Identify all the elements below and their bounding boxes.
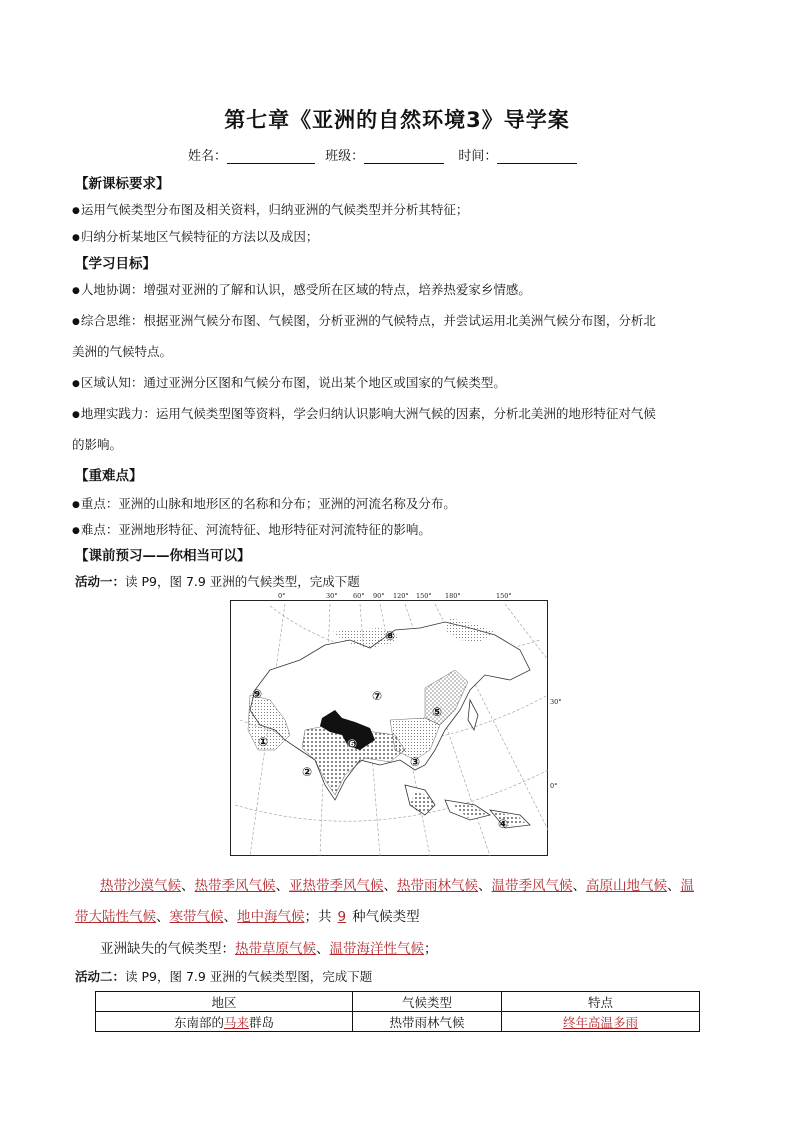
climate-answers-line-2: 带大陆性气候、寒带气候、地中海气候；共 9 种气候类型	[75, 909, 420, 925]
name-label: 姓名：	[188, 149, 228, 164]
lon-label-90: 90°	[373, 592, 385, 600]
cell-region: 东南部的马来群岛	[96, 1012, 353, 1032]
marker-1: ①	[258, 735, 269, 749]
goal-line-3: ●区域认知：通过亚洲分区图和气候分布图，说出某个地区或国家的气候类型。	[72, 375, 506, 390]
key-line-2: ●难点：亚洲地形特征、河流特征、地形特征对河流特征的影响。	[72, 522, 431, 537]
header-region: 地区	[96, 992, 353, 1012]
cell-climate: 热带雨林气候	[353, 1012, 502, 1032]
climate-table	[95, 991, 700, 1032]
time-blank[interactable]	[497, 149, 577, 164]
standard-line-2: ●归纳分析某地区气候特征的方法以及成因；	[72, 229, 319, 244]
time-label: 时间：	[458, 149, 498, 164]
section-heading-goals: 【学习目标】	[75, 256, 156, 272]
climate-answers-line-1: 热带沙漠气候、热带季风气候、亚热带季风气候、热带雨林气候、温带季风气候、高原山地气候、温	[100, 878, 694, 894]
goal-line-1: ●人地协调：增强对亚洲的了解和认识，感受所在区域的特点，培养热爱家乡情感。	[72, 282, 531, 297]
lon-label-150: 150°	[416, 592, 432, 600]
marker-9: ⑨	[252, 687, 263, 701]
marker-4: ④	[498, 817, 509, 831]
standard-line-1: ●运用气候类型分布图及相关资料，归纳亚洲的气候类型并分析其特征；	[72, 202, 469, 217]
missing-climates-line: 亚洲缺失的气候类型：热带草原气候、温带海洋性气候；	[100, 941, 438, 957]
marker-5: ⑤	[432, 705, 443, 719]
lon-label-150w: 150°	[496, 592, 512, 600]
lon-label-60: 60°	[353, 592, 365, 600]
activity-2: 活动二：读 P9，图 7.9 亚洲的气候类型图，完成下题	[75, 969, 373, 984]
marker-6: ⑥	[347, 737, 358, 751]
section-heading-key: 【重难点】	[75, 468, 143, 484]
lon-label-120: 120°	[393, 592, 409, 600]
marker-2: ②	[302, 765, 313, 779]
lat-label-30: 30°	[550, 698, 562, 706]
class-label: 班级：	[325, 149, 365, 164]
student-info-line	[188, 145, 577, 164]
page-title: 第七章《亚洲的自然环境3》导学案	[224, 108, 570, 132]
goal-line-2-cont: 美洲的气候特点。	[72, 344, 173, 359]
marker-3: ③	[410, 755, 421, 769]
marker-7: ⑦	[372, 689, 383, 703]
header-feature: 特点	[502, 992, 700, 1012]
section-heading-standard: 【新课标要求】	[75, 176, 170, 192]
goal-line-4-cont: 的影响。	[72, 437, 123, 452]
class-blank[interactable]	[364, 149, 444, 164]
name-blank[interactable]	[227, 149, 315, 164]
asia-climate-map	[230, 592, 562, 856]
climate-total: 9	[337, 909, 347, 925]
key-line-1: ●重点：亚洲的山脉和地形区的名称和分布；亚洲的河流名称及分布。	[72, 496, 456, 511]
lat-label-0: 0°	[550, 782, 558, 790]
lon-label-0: 0°	[278, 592, 286, 600]
lon-label-30: 30°	[326, 592, 338, 600]
table-row	[96, 1012, 700, 1032]
goal-line-2: ●综合思维：根据亚洲气候分布图、气候图，分析亚洲的气候特点，并尝试运用北美洲气候分布图，分析北	[72, 313, 656, 328]
cell-feature: 终年高温多雨	[502, 1012, 700, 1032]
section-heading-preview: 【课前预习——你相当可以】	[75, 548, 251, 564]
activity-1: 活动一：读 P9，图 7.9 亚洲的气候类型，完成下题	[75, 574, 360, 589]
lon-label-180: 180°	[445, 592, 461, 600]
header-climate: 气候类型	[353, 992, 502, 1012]
table-header-row	[96, 992, 700, 1012]
goal-line-4: ●地理实践力：运用气候类型图等资料，学会归纳认识影响大洲气候的因素，分析北美洲的地形特征对气候	[72, 406, 656, 421]
marker-8: ⑧	[385, 629, 396, 643]
